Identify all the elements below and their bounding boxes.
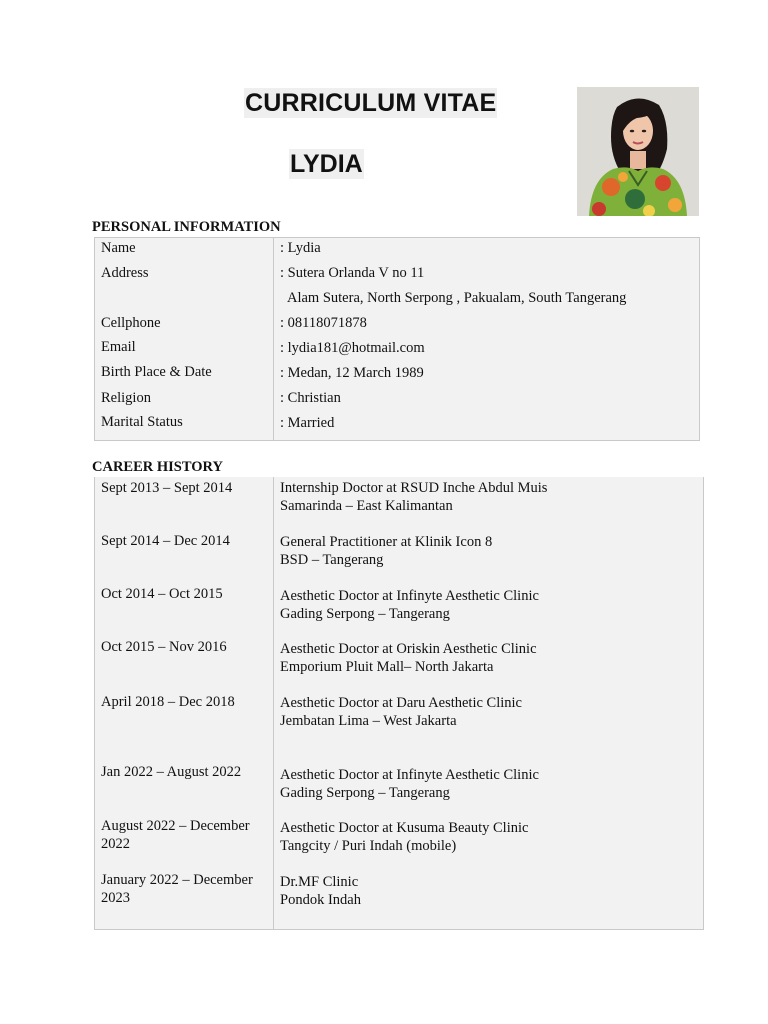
document-title: CURRICULUM VITAE [245,89,497,117]
career-period: Jan 2022 – August 2022 [101,764,242,780]
profile-photo [577,87,699,216]
career-location: Jembatan Lima – West Jakarta [280,713,457,729]
career-role: Aesthetic Doctor at Kusuma Beauty Clinic [280,820,529,836]
label-birth: Birth Place & Date [101,364,212,380]
value-address-line1: : Sutera Orlanda V no 11 [280,265,425,281]
label-email: Email [101,339,136,355]
label-religion: Religion [101,390,151,406]
career-history-table [94,477,704,930]
career-role: Internship Doctor at RSUD Inche Abdul Muis [280,480,548,496]
personal-info-table [94,237,700,441]
label-address: Address [101,265,149,281]
career-location: Gading Serpong – Tangerang [280,785,450,801]
career-role: Aesthetic Doctor at Infinyte Aesthetic Clinic [280,767,539,783]
career-location: Gading Serpong – Tangerang [280,606,450,622]
column-divider [273,477,274,929]
value-religion: : Christian [280,390,341,406]
value-address-line2: Alam Sutera, North Serpong , Pakualam, South Tangerang [287,290,627,306]
career-history-heading: CAREER HISTORY [92,459,223,475]
column-divider [273,238,274,440]
candidate-name: LYDIA [290,150,363,178]
label-marital: Marital Status [101,414,183,430]
label-name: Name [101,240,136,256]
value-email: : lydia181@hotmail.com [280,340,425,356]
career-role: General Practitioner at Klinik Icon 8 [280,534,493,550]
career-period: Sept 2013 – Sept 2014 [101,480,233,496]
career-period: Sept 2014 – Dec 2014 [101,533,230,549]
career-period: Oct 2014 – Oct 2015 [101,586,223,602]
career-period: Oct 2015 – Nov 2016 [101,639,227,655]
career-role: Aesthetic Doctor at Daru Aesthetic Clinic [280,695,522,711]
value-cellphone: : 08118071878 [280,315,367,331]
career-period: August 2022 – December 2022 [101,818,250,852]
career-location: Tangcity / Puri Indah (mobile) [280,838,457,854]
career-role: Aesthetic Doctor at Infinyte Aesthetic Clinic [280,588,539,604]
career-location: Pondok Indah [280,892,361,908]
career-location: Samarinda – East Kalimantan [280,498,453,514]
value-name: : Lydia [280,240,321,256]
career-role: Dr.MF Clinic [280,874,359,890]
personal-info-heading: PERSONAL INFORMATION [92,219,281,235]
career-role: Aesthetic Doctor at Oriskin Aesthetic Clinic [280,641,537,657]
value-birth: : Medan, 12 March 1989 [280,365,424,381]
career-period: April 2018 – Dec 2018 [101,694,235,710]
label-cellphone: Cellphone [101,315,161,331]
value-marital: : Married [280,415,335,431]
career-location: Emporium Pluit Mall– North Jakarta [280,659,494,675]
profile-photo-illustration [577,87,699,216]
career-period: January 2022 – December 2023 [101,872,253,906]
career-location: BSD – Tangerang [280,552,384,568]
